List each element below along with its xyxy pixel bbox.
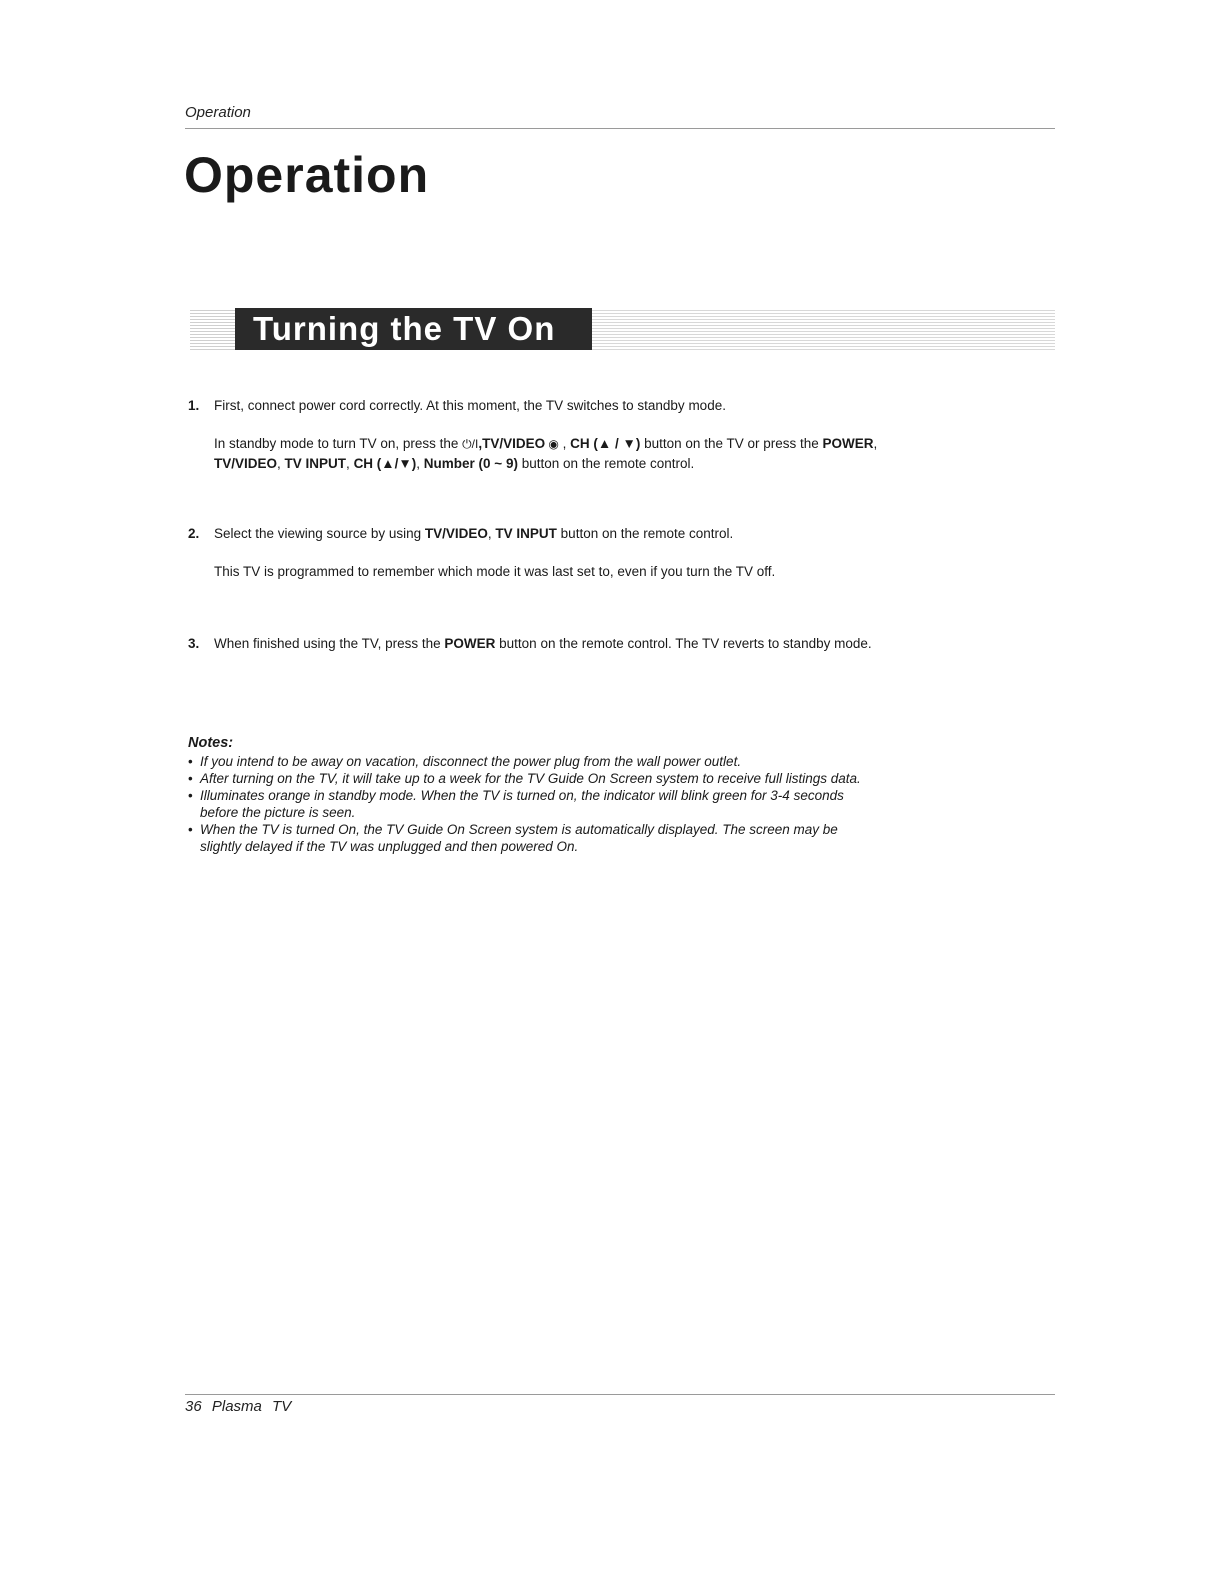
- running-head: Operation: [185, 104, 251, 121]
- ch-label: CH (▲/▼): [353, 456, 417, 471]
- steps-list: [188, 396, 888, 654]
- power-symbol: ⏻/I: [462, 437, 479, 451]
- tv-video-label: TV/VIDEO: [424, 526, 488, 541]
- page-footer: [185, 1398, 291, 1415]
- text-run: button on the remote control.: [556, 526, 734, 541]
- page-number: 36: [185, 1398, 202, 1415]
- step-detail: [214, 434, 888, 474]
- text-run: Select the viewing source by using: [214, 526, 425, 541]
- text-run: button on the remote control. The TV reverts to standby mode.: [495, 636, 872, 651]
- step-3: [188, 634, 888, 654]
- bullet: •: [188, 788, 193, 803]
- note-text: After turning on the TV, it will take up to a week for the TV Guide On Screen system to receive full listings data.: [200, 771, 861, 786]
- chapter-title: Operation: [184, 147, 430, 203]
- tv-video-label: ,TV/VIDEO: [478, 436, 546, 451]
- tv-video-label: TV/VIDEO: [214, 456, 278, 471]
- step-text: First, connect power cord correctly. At this moment, the TV switches to standby mode.: [214, 398, 726, 413]
- section-hatch-left: [190, 308, 235, 350]
- step-number: 1.: [188, 398, 200, 413]
- bullet: •: [188, 754, 193, 769]
- section-title: Turning the TV On: [235, 308, 592, 350]
- text-run: button on the remote control.: [517, 456, 695, 471]
- text-run: button on the TV or press the: [640, 436, 823, 451]
- ch-label: CH (▲ / ▼): [570, 436, 641, 451]
- text-run: When finished using the TV, press the: [214, 636, 445, 651]
- note-text: Illuminates orange in standby mode. When the TV is turned on, the indicator will blink green for 3-4 seconds before the picture is seen.: [200, 788, 844, 820]
- note-item: [188, 821, 868, 855]
- step-detail: This TV is programmed to remember which mode it was last set to, even if you turn the TV off.: [214, 564, 776, 579]
- tv-video-icon: ◉: [545, 437, 559, 451]
- header-rule: [185, 128, 1055, 129]
- footer-rule: [185, 1394, 1055, 1395]
- notes-block: [188, 735, 868, 855]
- bullet: •: [188, 771, 193, 786]
- note-item: [188, 753, 868, 770]
- text-run: ,: [873, 436, 878, 451]
- tv-input-label: TV INPUT: [284, 456, 347, 471]
- step-number: 3.: [188, 636, 200, 651]
- note-text: When the TV is turned On, the TV Guide On Screen system is automatically displayed. The screen may be slightly delayed if the TV was unplugged and then powered On.: [200, 822, 838, 854]
- text-run: ,: [277, 456, 285, 471]
- text-run: ,: [416, 456, 424, 471]
- note-text: If you intend to be away on vacation, disconnect the power plug from the wall power outlet.: [200, 754, 742, 769]
- notes-title: Notes:: [188, 735, 234, 751]
- step-text: [214, 524, 888, 544]
- text-run: ,: [558, 436, 571, 451]
- text-run: ,: [487, 526, 496, 541]
- section-hatch-right: [592, 308, 1055, 350]
- step-number: 2.: [188, 526, 200, 541]
- product-name: Plasma TV: [211, 1398, 292, 1415]
- power-label: POWER: [444, 636, 496, 651]
- note-item: [188, 770, 868, 787]
- tv-input-label: TV INPUT: [495, 526, 557, 541]
- step-text: [214, 634, 888, 654]
- number-label: Number (0 ~ 9): [423, 456, 518, 471]
- note-item: [188, 787, 868, 821]
- step-1: [188, 396, 888, 474]
- step-2: [188, 524, 888, 582]
- bullet: •: [188, 822, 193, 837]
- section-heading-bar: [190, 308, 1055, 350]
- power-label: POWER: [822, 436, 874, 451]
- text-run: ,: [346, 456, 354, 471]
- text-run: In standby mode to turn TV on, press the: [214, 436, 463, 451]
